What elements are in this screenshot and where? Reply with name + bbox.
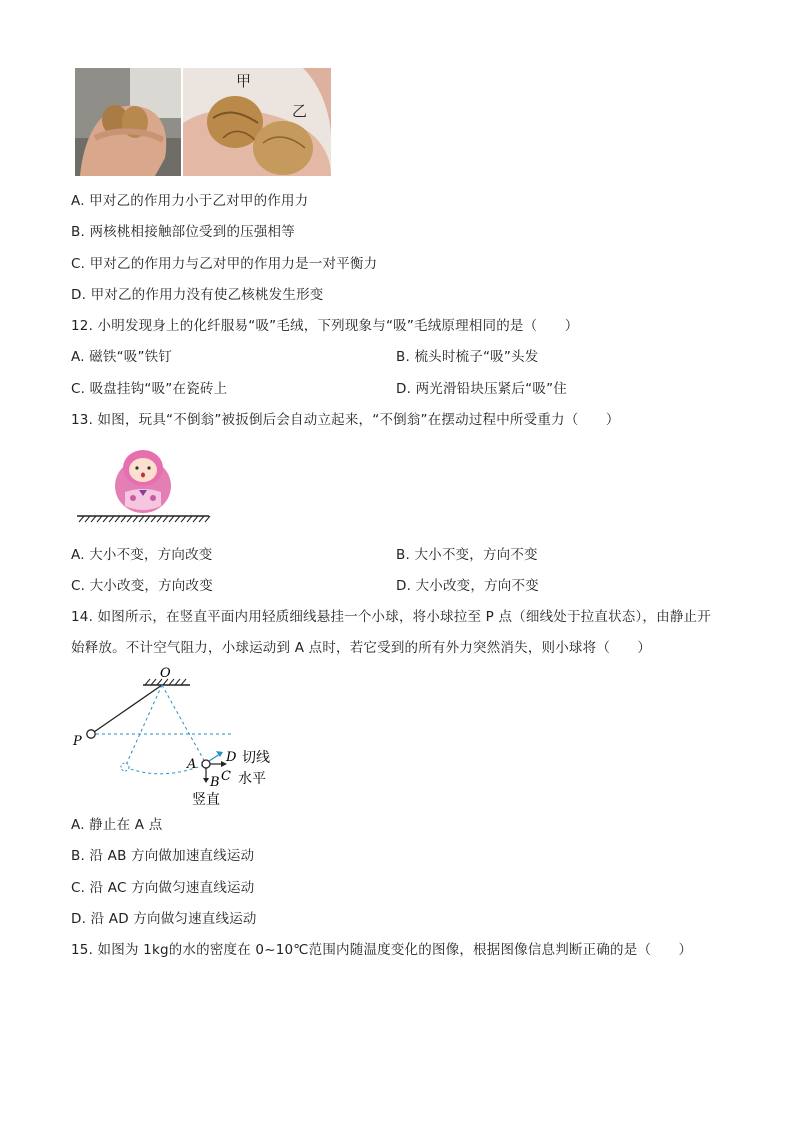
label-horizontal: 水平 (238, 771, 266, 787)
q14-option-b: B. 沿 AB 方向做加速直线运动 (71, 848, 255, 864)
label-C: C (221, 769, 231, 784)
q11-option-b: B. 两核桃相接触部位受到的压强相等 (71, 224, 295, 240)
q13-option-b: B. 大小不变，方向不变 (396, 547, 538, 563)
walnut-hand-photo-right (183, 68, 331, 176)
label-B: B (210, 775, 220, 790)
label-P: P (73, 734, 82, 749)
q14-option-c: C. 沿 AC 方向做匀速直线运动 (71, 880, 255, 896)
q14-option-a: A. 静止在 A 点 (71, 817, 163, 833)
q12-stem: 12. 小明发现身上的化纤服易“吸”毛绒，下列现象与“吸”毛绒原理相同的是（ ） (71, 318, 579, 334)
label-vertical: 竖直 (192, 792, 220, 808)
q11-option-a: A. 甲对乙的作用力小于乙对甲的作用力 (71, 193, 309, 209)
q12-option-d: D. 两光滑铅块压紧后“吸”住 (396, 381, 567, 397)
tumbler-toy-illustration (75, 446, 211, 524)
q13-option-a: A. 大小不变，方向改变 (71, 547, 213, 563)
q13-option-d: D. 大小改变，方向不变 (396, 578, 539, 594)
pendulum-diagram (70, 664, 290, 812)
label-D: D (226, 750, 237, 765)
q14-option-d: D. 沿 AD 方向做匀速直线运动 (71, 911, 257, 927)
photo-label-jia: 甲 (236, 72, 252, 90)
label-O: O (160, 666, 171, 681)
label-tangent: 切线 (242, 750, 270, 766)
q11-option-c: C. 甲对乙的作用力与乙对甲的作用力是一对平衡力 (71, 256, 378, 272)
q13-option-c: C. 大小改变，方向改变 (71, 578, 213, 594)
photo-label-yi: 乙 (292, 102, 308, 120)
q12-option-c: C. 吸盘挂钩“吸”在瓷砖上 (71, 381, 228, 397)
walnut-hand-photo-left (75, 68, 181, 176)
q14-stem-line2: 始释放。不计空气阻力，小球运动到 A 点时，若它受到的所有外力突然消失，则小球将（ ） (71, 640, 652, 656)
q13-stem: 13. 如图，玩具“不倒翁”被扳倒后会自动立起来，“不倒翁”在摆动过程中所受重力（ ） (71, 412, 620, 428)
label-A: A (187, 757, 197, 772)
q12-option-b: B. 梳头时梳子“吸”头发 (396, 349, 539, 365)
q12-option-a: A. 磁铁“吸”铁钉 (71, 349, 173, 365)
q11-option-d: D. 甲对乙的作用力没有使乙核桃发生形变 (71, 287, 324, 303)
q14-stem-line1: 14. 如图所示，在竖直平面内用轻质细线悬挂一个小球，将小球拉至 P 点（细线处于拉直状态），由静止开 (71, 609, 711, 625)
q15-stem: 15. 如图为 1kg的水的密度在 0~10℃范围内随温度变化的图像，根据图像信息判断正确的是（ ） (71, 942, 693, 958)
